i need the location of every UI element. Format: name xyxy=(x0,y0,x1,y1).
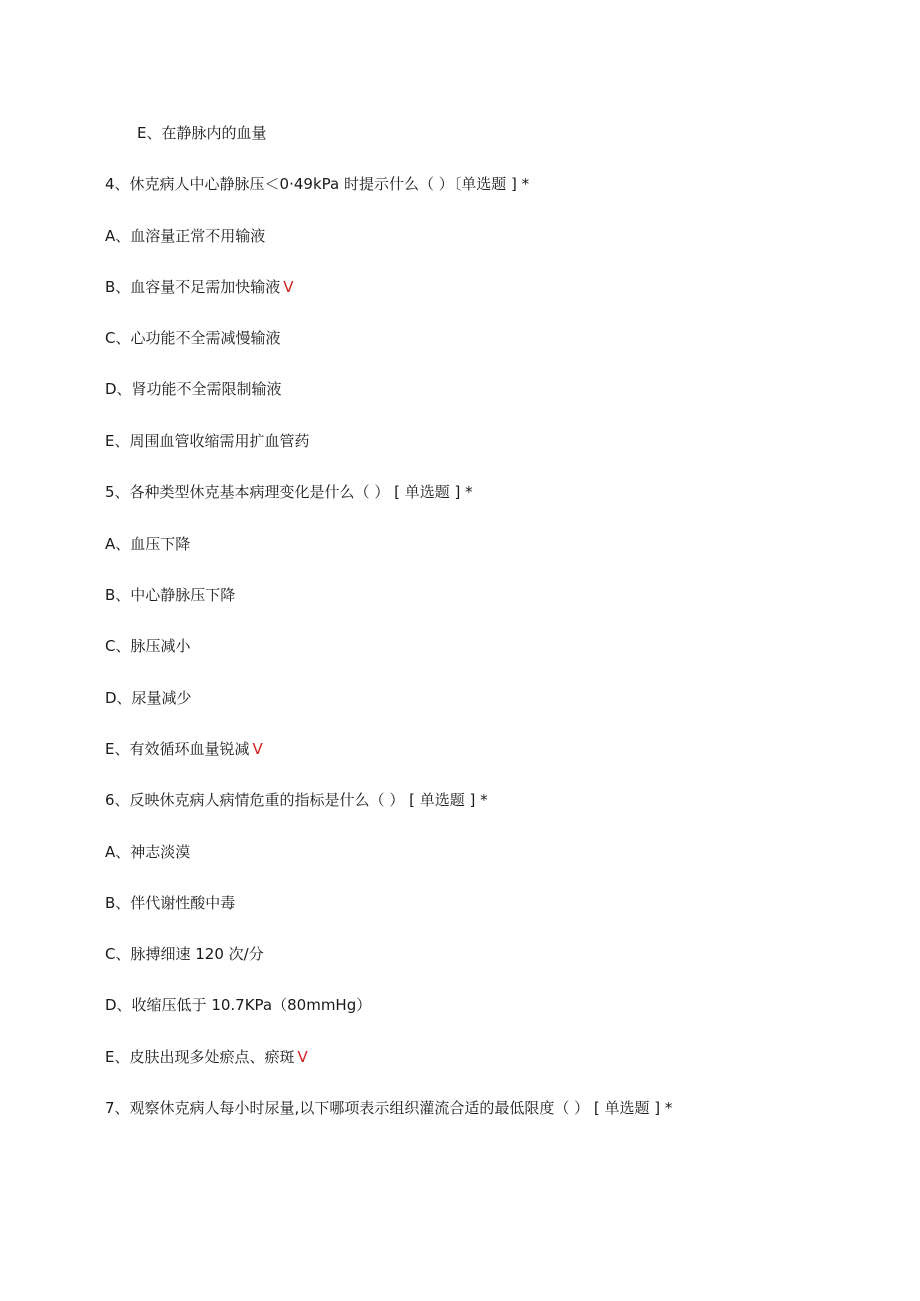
option-line: B、血容量不足需加快输液 V xyxy=(105,278,294,296)
question-line: 6、反映休克病人病情危重的指标是什么（ ） [ 单选题 ] * xyxy=(105,791,488,809)
question-line: 4、休克病人中心静脉压＜0·49kPa 时提示什么（ ）〔单选题 ] * xyxy=(105,175,530,193)
correct-mark: V xyxy=(252,740,263,758)
option-line: A、神志淡漠 xyxy=(105,843,191,861)
option-line: C、脉压减小 xyxy=(105,637,191,655)
option-line: E、周围血管收缩需用扩血管药 xyxy=(105,432,310,450)
option-line: B、中心静脉压下降 xyxy=(105,586,236,604)
option-line: B、伴代谢性酸中毒 xyxy=(105,894,236,912)
option-line: C、脉搏细速 120 次/分 xyxy=(105,945,264,963)
option-line: C、心功能不全需减慢输液 xyxy=(105,329,281,347)
correct-mark: V xyxy=(297,1048,308,1066)
option-line: D、肾功能不全需限制输液 xyxy=(105,380,282,398)
option-line: A、血溶量正常不用输液 xyxy=(105,227,266,245)
option-line: E、在静脉内的血量 xyxy=(137,124,267,142)
correct-mark: V xyxy=(283,278,294,296)
question-line: 7、观察休克病人每小时尿量,以下哪项表示组织灌流合适的最低限度（ ） [ 单选题 ] * xyxy=(105,1099,673,1117)
option-line: D、尿量减少 xyxy=(105,689,192,707)
option-line: E、有效循环血量锐减 V xyxy=(105,740,263,758)
question-line: 5、各种类型休克基本病理变化是什么（ ） [ 单选题 ] * xyxy=(105,483,473,501)
option-line: A、血压下降 xyxy=(105,535,191,553)
option-line: E、皮肤出现多处瘀点、瘀斑 V xyxy=(105,1048,308,1066)
option-line: D、收缩压低于 10.7KPa（80mmHg） xyxy=(105,996,372,1014)
